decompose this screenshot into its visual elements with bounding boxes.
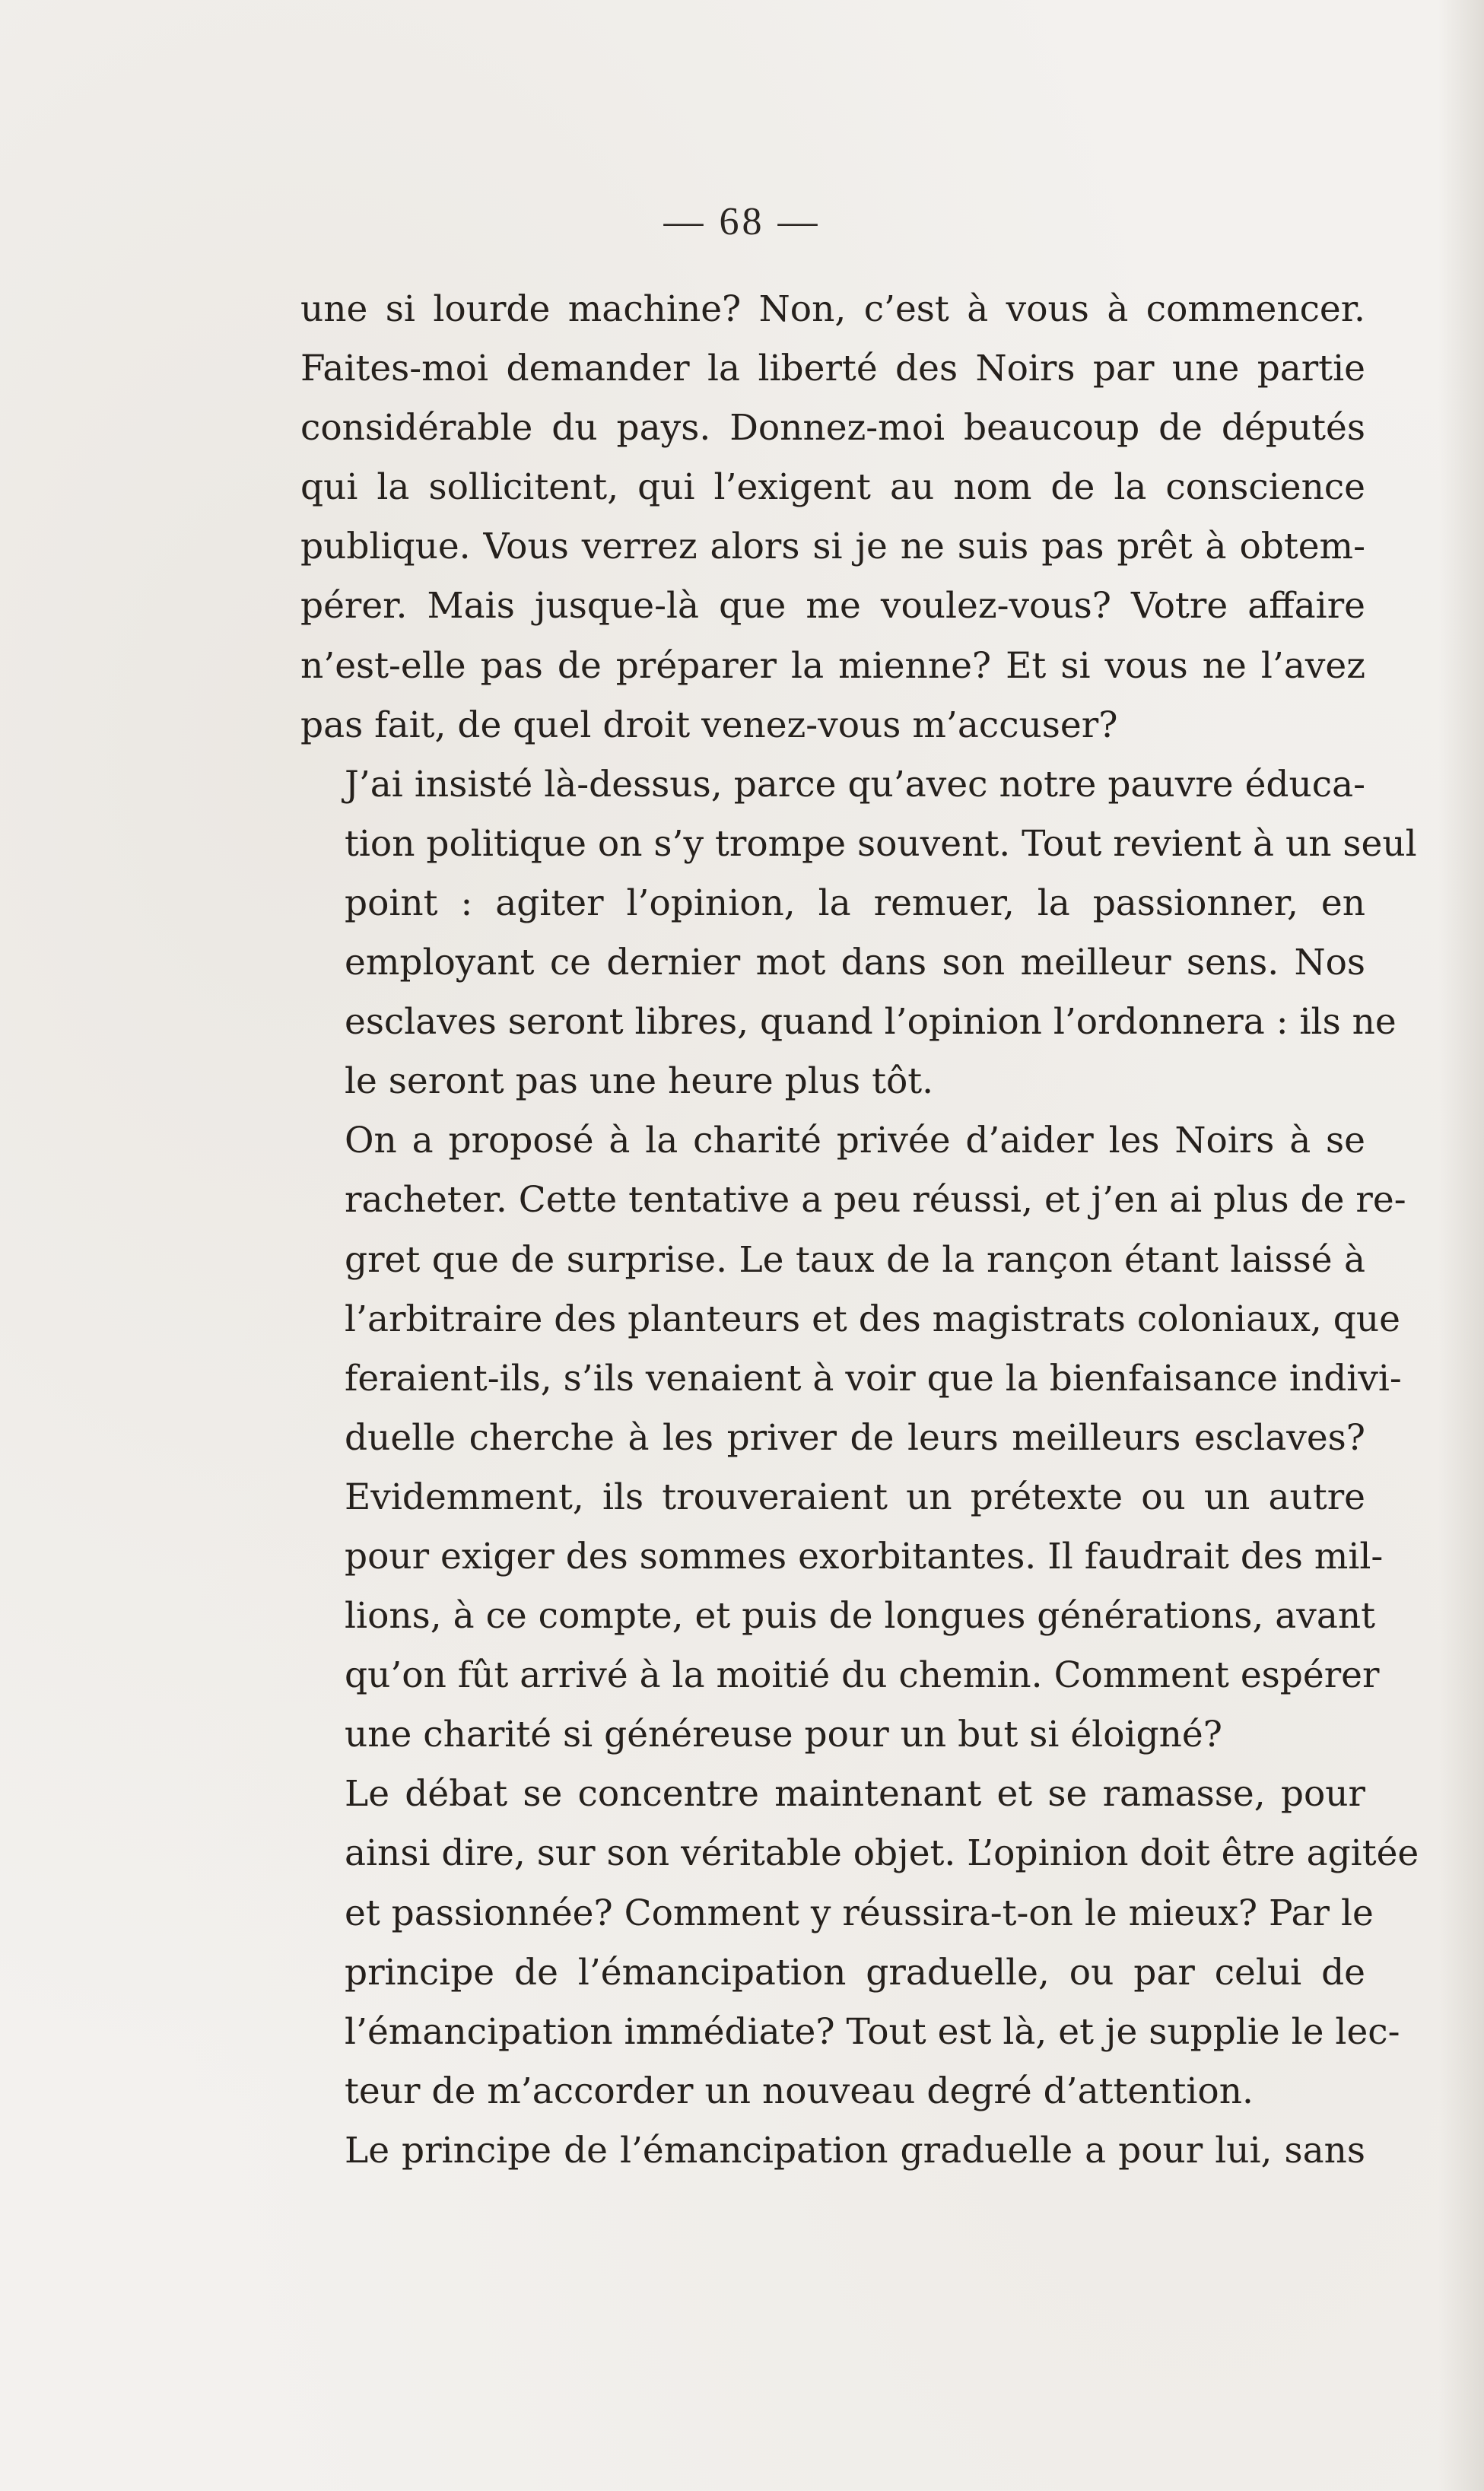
- text-line: Le débat se concentre maintenant et se ramasse, pour: [345, 1773, 1365, 1816]
- text-line: l’arbitraire des planteurs et des magistrats coloniaux, que: [345, 1298, 1400, 1340]
- text-line: racheter. Cette tentative a peu réussi, et j’en ai plus de re-: [345, 1179, 1406, 1222]
- text-line: employant ce dernier mot dans son meilleur sens. Nos: [345, 942, 1365, 984]
- text-line: pérer. Mais jusque-là que me voulez-vous? Votre affaire: [300, 585, 1365, 628]
- page-edge-shadow: [1438, 0, 1484, 2491]
- text-line: considérable du pays. Donnez-moi beaucoup de députés: [300, 407, 1365, 450]
- text-line: lions, à ce compte, et puis de longues générations, avant: [345, 1595, 1375, 1638]
- paragraph: [300, 1111, 1406, 1765]
- text-line: principe de l’émancipation graduelle, ou par celui de: [345, 1951, 1365, 1994]
- text-line: J’ai insisté là-dessus, parce qu’avec notre pauvre éduca-: [345, 763, 1365, 805]
- text-line: publique. Vous verrez alors si je ne suis pas prêt à obtem-: [300, 526, 1365, 568]
- text-line: gret que de surprise. Le taux de la rançon étant laissé à: [345, 1238, 1365, 1281]
- text-line: esclaves seront libres, quand l’opinion l’ordonnera : ils ne: [345, 1001, 1397, 1044]
- text-line: feraient-ils, s’ils venaient à voir que la bienfaisance indivi-: [345, 1357, 1402, 1400]
- text-line: une si lourde machine? Non, c’est à vous à commencer.: [300, 288, 1365, 330]
- text-line: ainsi dire, sur son véritable objet. L’opinion doit être agitée: [345, 1832, 1419, 1875]
- text-line: Le principe de l’émancipation graduelle a pour lui, sans: [345, 2129, 1365, 2172]
- text-line: teur de m’accorder un nouveau degré d’attention.: [345, 2070, 1254, 2112]
- paragraph: [300, 1765, 1419, 2121]
- text-line: On a proposé à la charité privée d’aider les Noirs à se: [345, 1120, 1365, 1162]
- text-line: pas fait, de quel droit venez-vous m’accuser?: [300, 704, 1118, 746]
- text-line: duelle cherche à les priver de leurs meilleurs esclaves?: [345, 1416, 1365, 1459]
- text-line: n’est-elle pas de préparer la mienne? Et si vous ne l’avez: [300, 644, 1365, 687]
- body-text: [300, 280, 1419, 2181]
- text-line: point : agiter l’opinion, la remuer, la passionner, en: [345, 882, 1365, 924]
- paragraph: [300, 280, 1365, 755]
- text-line: Faites-moi demander la liberté des Noirs par une partie: [300, 348, 1365, 390]
- paragraph: [300, 2121, 1365, 2181]
- text-line: et passionnée? Comment y réussira-t-on le mieux? Par le: [345, 1892, 1374, 1934]
- text-line: l’émancipation immédiate? Tout est là, et je supplie le lec-: [345, 2010, 1400, 2053]
- page-number: — 68 —: [663, 200, 821, 243]
- text-line: tion politique on s’y trompe souvent. Tout revient à un seul: [345, 822, 1417, 865]
- text-line: qui la sollicitent, qui l’exigent au nom de la conscience: [300, 466, 1365, 509]
- text-line: pour exiger des sommes exorbitantes. Il faudrait des mil-: [345, 1535, 1384, 1578]
- text-line: qu’on fût arrivé à la moitié du chemin. Comment espérer: [345, 1654, 1380, 1697]
- text-line: une charité si généreuse pour un but si éloigné?: [345, 1714, 1222, 1756]
- paragraph: [300, 755, 1417, 1112]
- text-line: Evidemment, ils trouveraient un prétexte ou un autre: [345, 1476, 1365, 1518]
- text-line: le seront pas une heure plus tôt.: [345, 1060, 934, 1103]
